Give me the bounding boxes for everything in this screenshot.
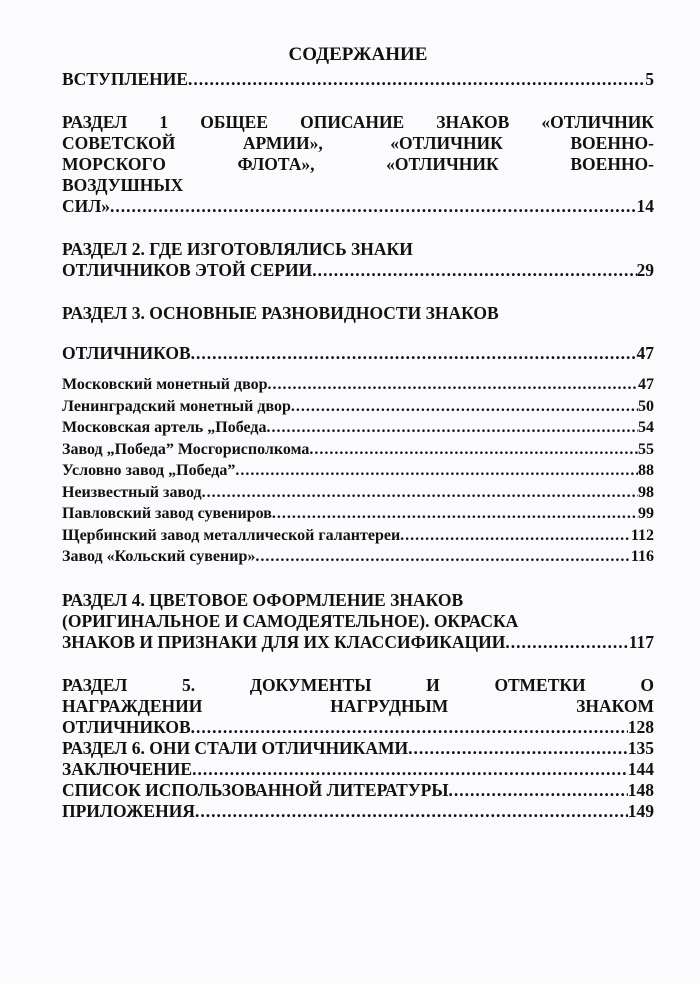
entry-page: 116 (630, 548, 654, 565)
entry-line: НАГРАЖДЕНИИ НАГРУДНЫМ ЗНАКОМ (62, 695, 654, 716)
entry-line: ВОЗДУШНЫХ (62, 175, 184, 195)
closing-entries (62, 738, 654, 822)
entry-label: Павловский завод сувениров (62, 505, 272, 522)
toc-entry (62, 759, 654, 780)
entry-page: 149 (627, 800, 654, 821)
leader-dots (188, 69, 645, 90)
toc-subentry (62, 417, 654, 439)
entry-label: ЗАКЛЮЧЕНИЕ (62, 758, 193, 779)
entry-label: ОТЛИЧНИКОВ ЭТОЙ СЕРИИ (62, 260, 313, 280)
entry-line: МОРСКОГО ФЛОТА», «ОТЛИЧНИК ВОЕННО- (62, 154, 654, 174)
subsection-list (62, 374, 654, 568)
entry-page: 29 (636, 260, 654, 280)
toc-subentry (62, 439, 654, 461)
leader-dots (235, 460, 638, 482)
entry-label: СПИСОК ИСПОЛЬЗОВАННОЙ ЛИТЕРАТУРЫ (62, 779, 449, 800)
entry-line: РАЗДЕЛ 3. ОСНОВНЫЕ РАЗНОВИДНОСТИ ЗНАКОВ (62, 303, 499, 323)
entry-page: 47 (636, 343, 654, 363)
entry-label: Московский монетный двор (62, 376, 268, 393)
entry-label: Условно завод „Победа” (62, 462, 236, 479)
leader-dots (110, 196, 636, 217)
entry-line: (ОРИГИНАЛЬНОЕ И САМОДЕЯТЕЛЬНОЕ). ОКРАСКА (62, 610, 519, 631)
entry-page: 88 (638, 462, 654, 479)
leader-dots (191, 717, 628, 738)
entry-line: РАЗДЕЛ 1 ОБЩЕЕ ОПИСАНИЕ ЗНАКОВ «ОТЛИЧНИК (62, 112, 654, 132)
entry-label: Щербинский завод металлической галантереи (62, 526, 401, 544)
leader-dots (309, 439, 638, 461)
toc-entry (62, 780, 654, 801)
entry-page: 128 (627, 716, 654, 737)
entry-page: 14 (636, 196, 654, 216)
entry-label: Ленинградский монетный двор (62, 397, 291, 415)
entry-page: 112 (630, 526, 654, 544)
table-of-contents (62, 44, 654, 822)
leader-dots (202, 482, 638, 504)
toc-entry-section4 (62, 590, 654, 653)
toc-subentry (62, 525, 654, 547)
entry-page: 47 (638, 376, 654, 393)
leader-dots (505, 632, 628, 653)
toc-subentry (62, 503, 654, 525)
entry-page: 98 (638, 483, 654, 501)
entry-page: 148 (627, 779, 654, 800)
entry-label: Завод „Победа” Мосгорисполкома (62, 440, 310, 458)
entry-page: 144 (627, 758, 654, 779)
entry-label: Московская артель „Победа (62, 419, 267, 436)
entry-page: 55 (638, 440, 654, 458)
leader-dots (195, 801, 628, 822)
toc-entry-section2 (62, 239, 654, 281)
toc-entry-section1 (62, 112, 654, 217)
toc-entry (62, 738, 654, 759)
entry-line: РАЗДЕЛ 2. ГДЕ ИЗГОТОВЛЯЛИСЬ ЗНАКИ (62, 239, 413, 259)
entry-label: ВСТУПЛЕНИЕ (62, 69, 189, 89)
leader-dots (400, 525, 631, 547)
leader-dots (266, 417, 638, 439)
toc-subentry (62, 374, 654, 396)
entry-label: ПРИЛОЖЕНИЯ (62, 800, 195, 821)
entry-label: СИЛ» (62, 196, 111, 216)
entry-page: 99 (638, 505, 654, 522)
entry-label: ЗНАКОВ И ПРИЗНАКИ ДЛЯ ИХ КЛАССИФИКАЦИИ (62, 631, 506, 652)
entry-line: РАЗДЕЛ 4. ЦВЕТОВОЕ ОФОРМЛЕНИЕ ЗНАКОВ (62, 589, 464, 610)
entry-page: 54 (638, 419, 654, 436)
entry-page: 50 (638, 397, 654, 415)
entry-label: ОТЛИЧНИКОВ (62, 343, 191, 363)
toc-subentry (62, 396, 654, 418)
leader-dots (449, 780, 628, 801)
leader-dots (272, 503, 638, 525)
entry-label: РАЗДЕЛ 6. ОНИ СТАЛИ ОТЛИЧНИКАМИ (62, 737, 409, 758)
toc-entry (62, 801, 654, 822)
entry-label: Завод «Кольский сувенир» (62, 548, 256, 565)
toc-subentry (62, 546, 654, 568)
leader-dots (291, 396, 638, 418)
entry-page: 135 (627, 737, 654, 758)
leader-dots (312, 260, 636, 281)
leader-dots (268, 374, 638, 396)
leader-dots (408, 738, 628, 759)
leader-dots (255, 546, 631, 568)
leader-dots (192, 759, 628, 780)
entry-label: Неизвестный завод (62, 483, 202, 501)
entry-page: 117 (628, 631, 654, 652)
toc-entry-section3 (62, 303, 654, 568)
toc-title: СОДЕРЖАНИЕ (288, 44, 428, 65)
entry-label: ОТЛИЧНИКОВ (62, 716, 191, 737)
toc-entry-section5 (62, 675, 654, 738)
entry-line: СОВЕТСКОЙ АРМИИ», «ОТЛИЧНИК ВОЕННО- (62, 133, 654, 153)
entry-line: РАЗДЕЛ 5. ДОКУМЕНТЫ И ОТМЕТКИ О (62, 674, 654, 695)
toc-entry-intro (62, 69, 654, 90)
leader-dots (191, 343, 637, 364)
toc-subentry (62, 460, 654, 482)
toc-subentry (62, 482, 654, 504)
entry-page: 5 (645, 69, 654, 89)
